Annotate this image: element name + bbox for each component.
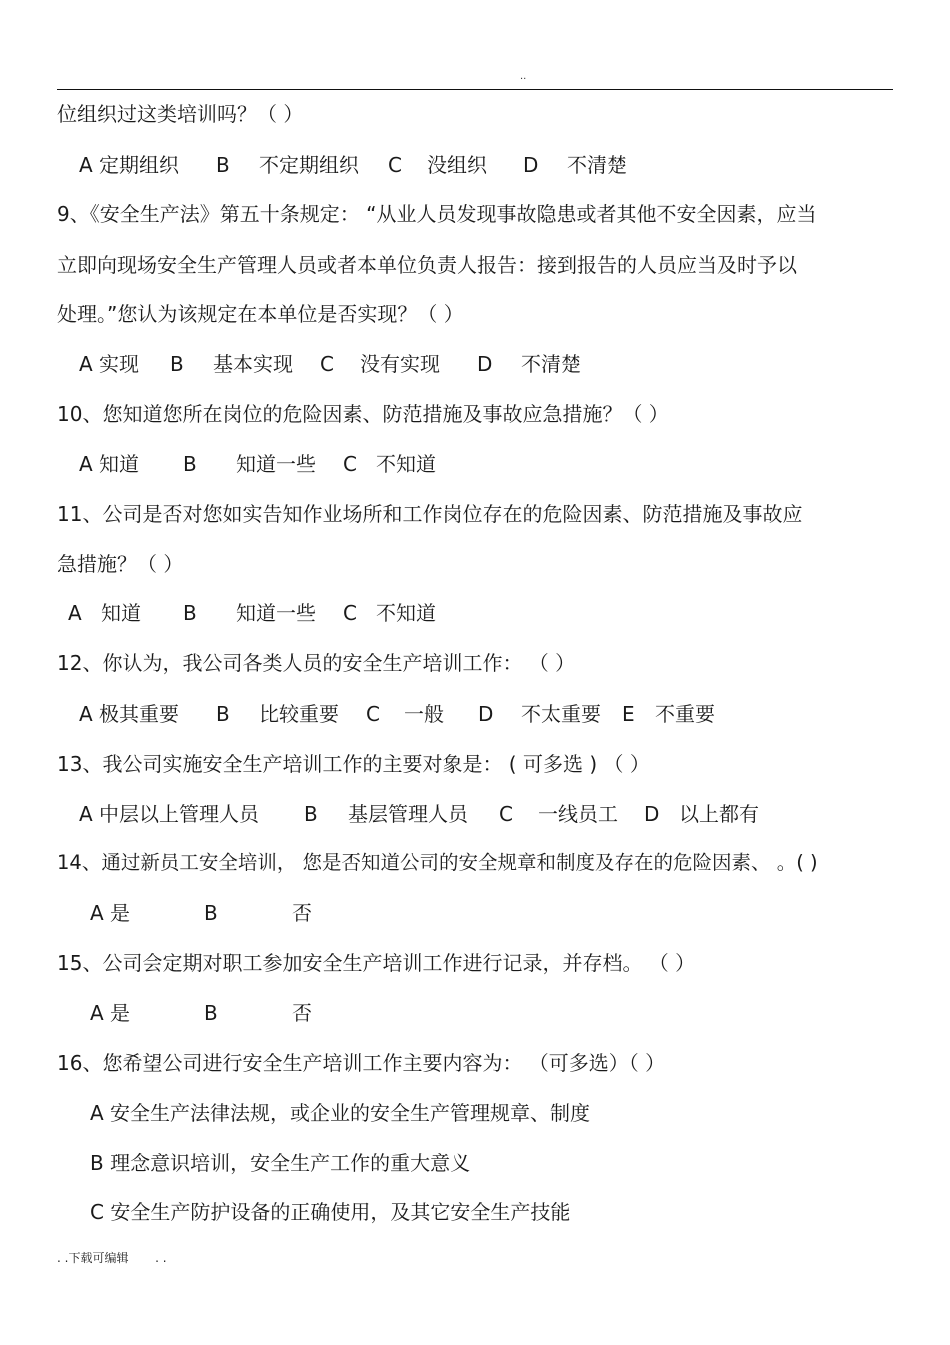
question-11-line-2: 急措施？（ ） xyxy=(57,552,184,576)
footer-text: . .下载可编辑 . . xyxy=(57,1251,167,1265)
q11-option-b-letter: B xyxy=(183,601,197,625)
q11-option-c: 不知道 xyxy=(376,601,436,625)
q11-option-b: 知道一些 xyxy=(236,601,316,625)
q9-option-a: A 实现 xyxy=(79,352,140,376)
q14-option-b-letter: B xyxy=(204,901,218,925)
q13-option-b-letter: B xyxy=(304,802,318,826)
q15-option-b: 否 xyxy=(292,1001,312,1025)
q15-option-b-letter: B xyxy=(204,1001,218,1025)
q12-option-c-letter: C xyxy=(366,702,380,726)
question-12: 12、你认为，我公司各类人员的安全生产培训工作： （ ） xyxy=(57,651,576,675)
q9-option-b: 基本实现 xyxy=(213,352,293,376)
q12-option-b: 比较重要 xyxy=(259,702,339,726)
question-9-line-3: 处理。”您认为该规定在本单位是否实现？（ ） xyxy=(57,302,464,326)
q9-option-c-letter: C xyxy=(320,352,334,376)
header-mark: .. xyxy=(520,71,527,82)
q10-option-a: A 知道 xyxy=(79,452,140,476)
q12-option-c: 一般 xyxy=(404,702,444,726)
question-14: 14、通过新员工安全培训， 您是否知道公司的安全规章和制度及存在的危险因素、 。( ) xyxy=(57,851,818,874)
q12-option-b-letter: B xyxy=(216,702,230,726)
q11-option-a-letter: A xyxy=(68,601,82,625)
q8-option-d-letter: D xyxy=(523,153,539,177)
q12-option-e: 不重要 xyxy=(655,702,715,726)
q9-option-d-letter: D xyxy=(477,352,493,376)
q9-option-c: 没有实现 xyxy=(360,352,440,376)
q12-option-d: 不太重要 xyxy=(521,702,601,726)
q16-option-c: C 安全生产防护设备的正确使用，及其它安全生产技能 xyxy=(90,1200,571,1224)
question-10: 10、您知道您所在岗位的危险因素、防范措施及事故应急措施？（ ） xyxy=(57,402,669,426)
q10-option-b-letter: B xyxy=(183,452,197,476)
q15-option-a: A 是 xyxy=(90,1001,131,1025)
q11-option-c-letter: C xyxy=(343,601,357,625)
q11-option-a: 知道 xyxy=(101,601,141,625)
question-8-tail: 位组织过这类培训吗？（ ） xyxy=(57,102,304,126)
header-rule xyxy=(57,89,893,90)
q9-option-d: 不清楚 xyxy=(521,352,581,376)
q13-option-b: 基层管理人员 xyxy=(348,802,468,826)
question-11-line-1: 11、公司是否对您如实告知作业场所和工作岗位存在的危险因素、防范措施及事故应 xyxy=(57,502,803,526)
q8-option-d: 不清楚 xyxy=(567,153,627,177)
q8-option-c-letter: C xyxy=(388,153,402,177)
q12-option-e-letter: E xyxy=(622,702,635,726)
question-13: 13、我公司实施安全生产培训工作的主要对象是： ( 可多选 ) （ ） xyxy=(57,752,650,776)
question-15: 15、公司会定期对职工参加安全生产培训工作进行记录，并存档。 （ ） xyxy=(57,951,696,975)
q8-option-b: 不定期组织 xyxy=(259,153,359,177)
q8-option-c: 没组织 xyxy=(427,153,487,177)
q13-option-c: 一线员工 xyxy=(538,802,618,826)
q9-option-b-letter: B xyxy=(170,352,184,376)
q10-option-b: 知道一些 xyxy=(236,452,316,476)
q10-option-c: 不知道 xyxy=(376,452,436,476)
q14-option-a: A 是 xyxy=(90,901,131,925)
question-9-line-1: 9、《安全生产法》第五十条规定： “从业人员发现事故隐患或者其他不安全因素，应当 xyxy=(57,202,817,226)
q8-option-a: A 定期组织 xyxy=(79,153,180,177)
q13-option-d: 以上都有 xyxy=(679,802,759,826)
q13-option-c-letter: C xyxy=(499,802,513,826)
question-9-line-2: 立即向现场安全生产管理人员或者本单位负责人报告：接到报告的人员应当及时予以 xyxy=(57,253,797,277)
q12-option-d-letter: D xyxy=(478,702,494,726)
q10-option-c-letter: C xyxy=(343,452,357,476)
q8-option-b-letter: B xyxy=(216,153,230,177)
question-16: 16、您希望公司进行安全生产培训工作主要内容为： （可多选）（ ） xyxy=(57,1051,666,1075)
q13-option-a: A 中层以上管理人员 xyxy=(79,802,260,826)
q16-option-a: A 安全生产法律法规，或企业的安全生产管理规章、制度 xyxy=(90,1101,591,1125)
q14-option-b: 否 xyxy=(292,901,312,925)
q12-option-a: A 极其重要 xyxy=(79,702,180,726)
q16-option-b: B 理念意识培训，安全生产工作的重大意义 xyxy=(90,1151,471,1175)
q13-option-d-letter: D xyxy=(644,802,660,826)
